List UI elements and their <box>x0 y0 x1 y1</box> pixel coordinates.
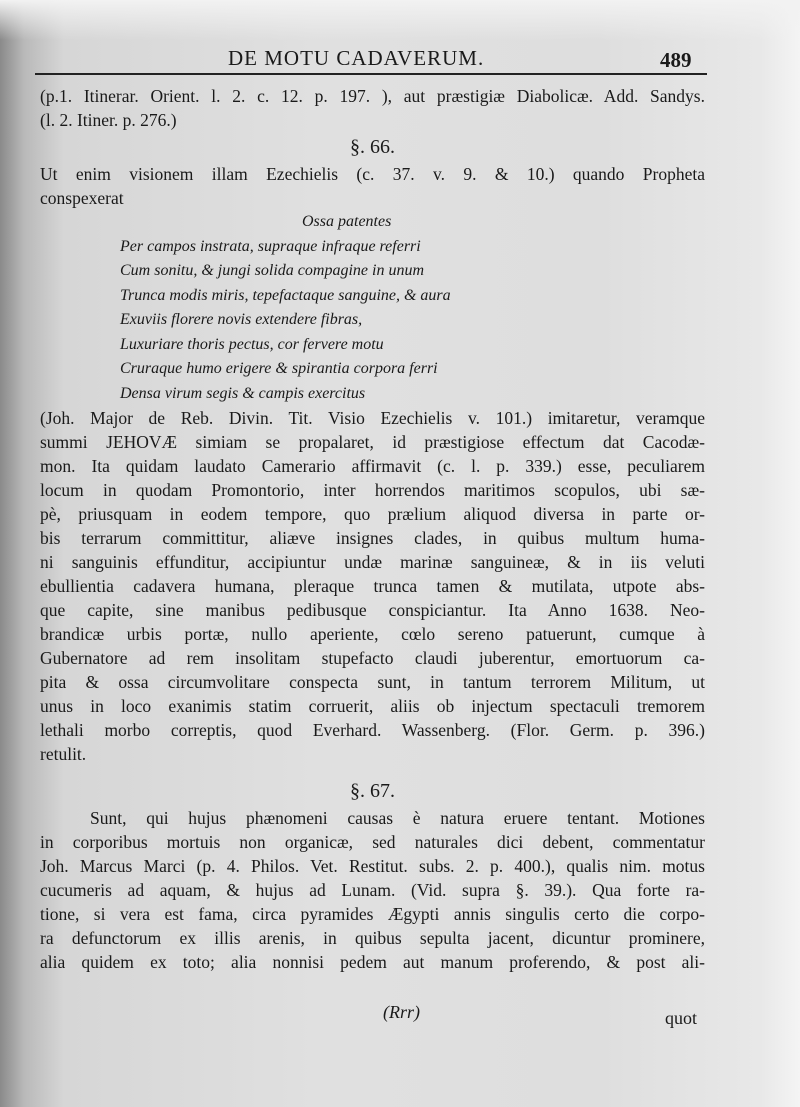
catchword: quot <box>665 1008 698 1028</box>
text-line: que capite, sine manibus pedibusque conspiciantur. Ita Anno 1638. Neo- <box>40 600 705 620</box>
text-line: (Joh. Major de Reb. Divin. Tit. Visio Ezechielis v. 101.) imitaretur, veramque <box>40 408 705 428</box>
page-footer <box>0 1000 800 1040</box>
signature-mark: (Rrr) <box>383 1002 420 1022</box>
verse-line: Per campos instrata, supraque infraque referri <box>120 237 421 255</box>
text-line: pita & ossa circumvolitare conspecta sunt, in tantum terrorem Militum, ut <box>40 672 705 692</box>
section-heading: §. 67. <box>350 780 395 802</box>
text-line: brandicæ urbis portæ, nullo aperiente, cœlo sereno patuerunt, cumque à <box>40 624 705 644</box>
verse-block <box>40 210 705 406</box>
paragraph <box>40 806 705 974</box>
text-line: cucumeris ad aquam, & hujus ad Lunam. (Vid. supra §. 39.). Qua forte ra- <box>40 880 705 900</box>
verse-line: Ossa patentes <box>302 213 392 230</box>
text-line: lethali morbo correptis, quod Everhard. Wassenberg. (Flor. Germ. p. 396.) <box>40 720 705 740</box>
text-line: summi JEHOVÆ simiam se propalaret, id præstigiose effectum dat Cacodæ- <box>40 432 705 452</box>
text-line: tione, si vera est fama, circa pyramides Ægypti annis singulis certo die corpo- <box>40 904 705 924</box>
text-line: mon. Ita quidam laudato Camerario affirmavit (c. l. p. 339.) esse, peculiarem <box>40 456 705 476</box>
spacer <box>40 766 705 776</box>
page-shading <box>0 0 800 40</box>
verse-line: Exuviis florere novis extendere fibras, <box>120 311 363 328</box>
section-heading: §. 66. <box>350 136 395 158</box>
verse-line: Luxuriare thoris pectus, cor fervere motu <box>120 335 384 353</box>
text-line: unus in loco exanimis statim corruerit, aliis ob injectum spectaculi tremorem <box>40 696 705 716</box>
page-body <box>40 84 705 974</box>
text-line: alia quidem ex toto; alia nonnisi pedem aut manum proferendo, & post ali- <box>40 952 705 972</box>
text-line: Joh. Marcus Marci (p. 4. Philos. Vet. Restitut. subs. 2. p. 400.), qualis nim. motus <box>40 856 705 876</box>
verse-line: Cruraque humo erigere & spirantia corpora ferri <box>120 360 438 377</box>
verse-line: Densa virum segis & campis exercitus <box>120 384 366 402</box>
text-line: pè, priusquam in eodem tempore, quo prælium aliquod diversa in parte or- <box>40 504 705 524</box>
page-header <box>0 42 800 78</box>
text-line: ni sanguinis effunditur, accipiuntur undæ marinæ sanguineæ, & in iis veluti <box>40 552 705 572</box>
running-title: DE MOTU CADAVERUM. <box>228 46 485 70</box>
page-number: 489 <box>660 48 692 72</box>
text-line: conspexerat <box>40 188 124 208</box>
text-line: in corporibus mortuis non organicæ, sed naturales dici debent, commentatur <box>40 832 705 852</box>
text-line: Ut enim visionem illam Ezechielis (c. 37. v. 9. & 10.) quando Propheta <box>40 164 705 184</box>
text-line: ra defunctorum ex illis arenis, in quibus sepulta jacent, dicuntur prominere, <box>40 928 705 948</box>
text-line: retulit. <box>40 744 87 764</box>
verse-line: Cum sonitu, & jungi solida compagine in unum <box>120 262 424 279</box>
header-rule <box>35 73 707 75</box>
text-line: (p.1. Itinerar. Orient. l. 2. c. 12. p. 197. ), aut præstigiæ Diabolicæ. Add. Sandys. <box>40 86 705 106</box>
text-line: (l. 2. Itiner. p. 276.) <box>40 110 177 130</box>
verse-line: Trunca modis miris, tepefactaque sanguine, & aura <box>120 286 451 304</box>
text-line: Sunt, qui hujus phænomeni causas è natura eruere tentant. Motiones <box>90 808 705 828</box>
paragraph <box>40 406 705 766</box>
text-line: locum in quodam Promontorio, inter horrendos maritimos scopulos, ubi sæ- <box>40 480 705 500</box>
text-line: Gubernatore ad rem insolitam stupefacto claudi juberentur, emortuorum ca- <box>40 648 705 668</box>
text-line: bis terrarum committitur, aliæve insignes clades, in quibus multum huma- <box>40 528 705 548</box>
text-line: ebullientia cadavera humana, pleraque trunca tamen & mutilata, utpote abs- <box>40 576 705 596</box>
